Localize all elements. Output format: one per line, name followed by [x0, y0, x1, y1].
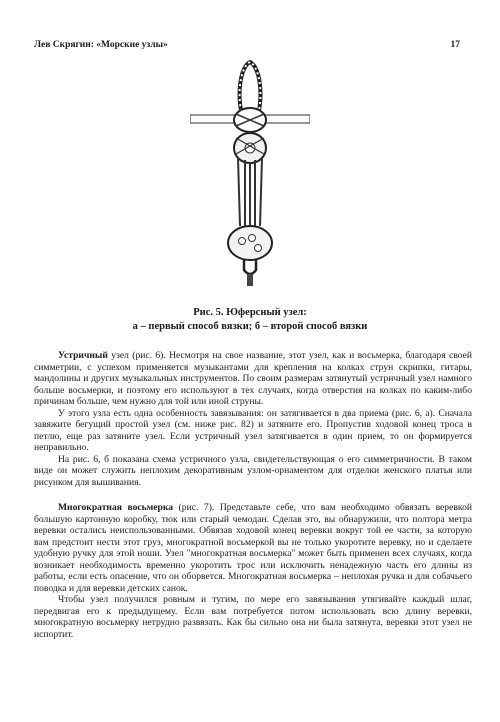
figure-caption-subtitle: а – первый способ вязки; б – второй способ вязки	[132, 321, 368, 332]
paragraph: На рис. 6, б показана схема устричного узла, свидетельствующая о его симметричности. В таком виде он может служить неплохим декоративным узлом-орнаментом для отделки женского платья или рисунком для вышивания.	[34, 453, 472, 488]
paragraph: У этого узла есть одна особенность завязывания: он затягивается в два приема (рис. 6, а). Сначала завяжите бегущий простой узел (см. ниже рис. 82) и затяните его. Пропустив ходовой конец троса в петлю, еще раз затяните узел. Если устричный узел затягивается в один прием, то он формируется неправильно.	[34, 407, 472, 453]
page-number: 17	[450, 40, 460, 50]
running-head	[34, 40, 460, 50]
book-title: Лев Скрягин: «Морские узлы»	[34, 40, 168, 50]
figure-shackle	[244, 260, 256, 274]
paragraph: Чтобы узел получился ровным и тугим, по мере его завязывания утягивайте каждый шлаг, передвигая его к предыдущему. Если вам потребуется потом использовать всю длину веревки, многократную восьмерку нетрудно развязать. Как бы сильно она ни была затянута, веревки этот узел не испортит.	[34, 594, 472, 640]
body-text	[34, 350, 472, 640]
paragraph: Многократная восьмерка (рис. 7). Представьте себе, что вам необходимо обвязать веревкой большую картонную коробку, тюк или старый чемодан. Сделав это, вы обнаружили, что полтора метра веревки остались неиспользованными. Обвязав ходовой конец веревки вокруг той ее части, за которую вам предстоит нести этот груз, многократной восьмеркой вы не только укоротите веревку, но и сделаете удобную ручку для этой ноши. Узел "многократная восьмерка" может быть применен всех случаях, когда возникает необходимость временно укоротить трос или исключить ненадежную часть его длины из работы, если есть опасение, что он оборвется. Многократная восьмерка – неплохая ручка и для собачьего поводка и для веревки детских санок.	[34, 502, 472, 594]
figure-lashing	[238, 158, 262, 226]
term-heading: Многократная восьмерка	[58, 502, 174, 513]
figure-caption-title: Рис. 5. Юферсный узел:	[193, 307, 307, 318]
knot-illustration	[190, 58, 310, 288]
term-heading: Устричный	[58, 350, 108, 361]
figure-deadeye-bottom	[228, 226, 272, 260]
paragraph: Устричный узел (рис. 6). Несмотря на свое название, этот узел, как и восьмерка, благодаря своей симметрии, с успехом применяется музыкантами для крепления на колках струн скрипки, гитары, мандолины и других музыкальных инструментов. По своим размерам затянутый устричный узел намного больше восьмерки, и поэтому его используют в тех случаях, когда отверстия на колках по каким-либо причинам больше, чем нужно для той или иной струны.	[34, 350, 472, 407]
